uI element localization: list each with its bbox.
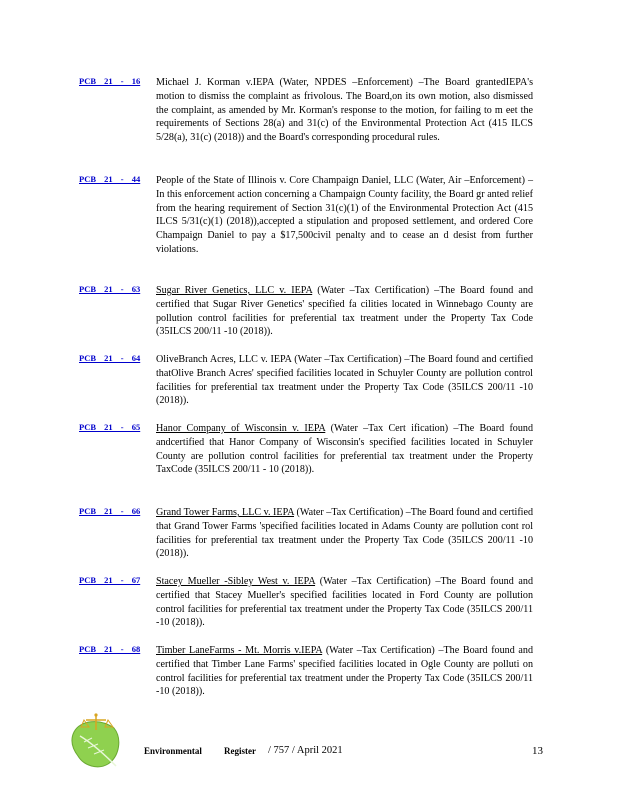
case-number-link[interactable]: PCB 21 - 66 xyxy=(79,506,141,516)
case-title: Sugar River Genetics, LLC v. IEPA xyxy=(156,285,313,296)
case-description: (Water –Tax Certification) –The Board found and certified that Grand Tower Farms 'specified facilities located in Adams County are pollution cont rol facilities for preferential tax treatment under the Property Tax Code (35ILCS 200/11 -10 (2018)). xyxy=(156,507,534,560)
footer-register-label: Register xyxy=(224,746,256,756)
case-summary xyxy=(156,284,533,339)
case-description: (Water –Tax Certification) –The Board found and certified that Stacey Mueller's specified facilities located in Ford County are pollution control facilities for preferential tax treatment under the Property Tax Code (35ILCS 200/11 -10 (2018)). xyxy=(156,576,533,629)
case-description: OliveBranch Acres, LLC v. IEPA (Water –Tax Certification) –The Board found and certified thatOlive Branch Acres' specified facilities located in Schuyler County are pollution control facilities for preferential tax treatment under the Property Tax Code (35ILCS 200/11 -10 (2018)). xyxy=(156,354,533,407)
page-number: 13 xyxy=(532,745,543,757)
case-number-link[interactable]: PCB 21 - 63 xyxy=(79,284,141,294)
case-summary xyxy=(156,353,533,408)
case-number-link[interactable]: PCB 21 - 68 xyxy=(79,644,141,654)
case-description: (Water –Tax Cert ification) –The Board found andcertified that Hanor Company of Wisconsin's specified facilities located in Schuyler County are pollution control facilities for preferential tax treatment under the Property TaxCode (35ILCS 200/11 - 10 (2018)). xyxy=(156,423,533,476)
leaf-scales-logo-icon xyxy=(70,712,124,770)
case-number-link[interactable]: PCB 21 - 64 xyxy=(79,353,141,363)
case-number-link[interactable]: PCB 21 - 67 xyxy=(79,575,141,585)
case-title: Hanor Company of Wisconsin v. IEPA xyxy=(156,423,326,434)
case-summary xyxy=(156,174,533,257)
case-summary xyxy=(156,506,533,561)
case-title: Timber LaneFarms - Mt. Morris v.IEPA xyxy=(156,645,323,656)
case-number-link[interactable]: PCB 21 - 65 xyxy=(79,422,141,432)
case-description: (Water –Tax Certification) –The Board found and certified that Timber Lane Farms' specified facilities located in Ogle County are polluti on control facilities for preferential tax treatment under the Property Tax Code (35ILCS 200/11 -10 (2018)). xyxy=(156,645,533,698)
case-summary xyxy=(156,76,533,145)
case-number-link[interactable]: PCB 21 - 44 xyxy=(79,174,141,184)
footer-issue-info: / 757 / April 2021 xyxy=(268,745,343,756)
page-footer xyxy=(0,712,618,772)
case-description: Michael J. Korman v.IEPA (Water, NPDES –Enforcement) –The Board grantedIEPA's motion to dismiss the complaint as frivolous. The Board,on its own motion, also dismissed the complaint, as amended by Mr. Korman's response to the motion, for failing to m eet the requirements of Sections 28(a) and 31(c) of the Environmental Protection Act (415 ILCS 5/28(a), 31(c) (2018)) and the Board's corresponding procedural rules. xyxy=(156,77,533,144)
case-summary xyxy=(156,575,533,630)
footer-publication-label: Environmental xyxy=(144,746,202,756)
case-title: Stacey Mueller -Sibley West v. IEPA xyxy=(156,576,316,587)
case-summary xyxy=(156,644,533,699)
case-title: Grand Tower Farms, LLC v. IEPA xyxy=(156,507,295,518)
case-number-link[interactable]: PCB 21 - 16 xyxy=(79,76,141,86)
case-description: (Water –Tax Certification) –The Board found and certified that Sugar River Genetics' specified fa cilities located in Winnebago County are pollution control facilities for preferential tax treatment under the Property Tax Code (35ILCS 200/11 -10 (2018)). xyxy=(156,285,533,338)
case-summary xyxy=(156,422,533,477)
case-description: People of the State of Illinois v. Core Champaign Daniel, LLC (Water, Air –Enforcement) – In this enforcement action concerning a Champaign County facility, the Board gr anted relief from the hearing requirement of Section 31(c)(1) of the Environmental Protection Act (415 ILCS 5/31(c)(1) (2018)),accepted a stipulation and proposed settlement, and ordered Core Champaign Daniel to pay a $17,500civil penalty and to cease an d desist from further violations. xyxy=(156,175,533,255)
